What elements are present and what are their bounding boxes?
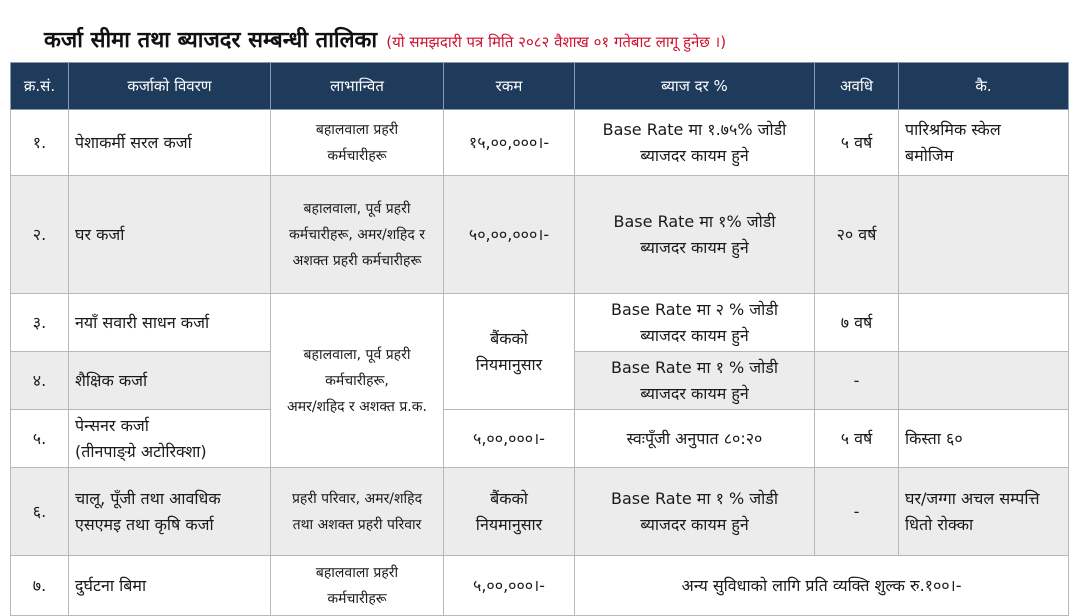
header-serial: क्र.सं. [11,63,69,110]
rate-line: Base Rate मा २ % जोडी [610,299,779,319]
row-rate [575,176,815,294]
row-remarks [899,352,1069,410]
description-line: एसएमइ तथा कृषि कर्जा [75,514,214,534]
beneficiary-line: कर्मचारीहरू [327,147,387,164]
beneficiary-line: अमर/शहिद र अशक्त प्र.क. [287,398,427,415]
row-serial: ६. [11,468,69,556]
rate-line: Base Rate मा १.७५% जोडी [602,119,787,139]
row-beneficiary [271,468,444,556]
row-remarks [899,176,1069,294]
row-remarks [899,294,1069,352]
row-serial: १. [11,110,69,176]
row-amount-merged [444,294,575,410]
row-rate [575,110,815,176]
row-remarks [899,110,1069,176]
rate-line: Base Rate मा १% जोडी [613,211,776,231]
document-title [44,24,1070,60]
row-rate: स्वःपूँजी अनुपात ८०:२० [575,410,815,468]
table-row [11,556,1069,616]
header-amount: रकम [444,63,575,110]
row-beneficiary-merged [271,294,444,468]
header-period: अवधि [815,63,899,110]
amount-line: नियमानुसार [475,514,543,534]
description-line: (तीनपाङ्ग्रे अटोरिक्शा) [75,441,207,461]
row-amount [444,468,575,556]
beneficiary-line: कर्मचारीहरू, अमर/शहिद र [289,226,425,243]
row-description: शैक्षिक कर्जा [69,352,271,410]
row-period: २० वर्ष [815,176,899,294]
row-beneficiary [271,110,444,176]
row-amount: ५,००,०००।- [444,410,575,468]
table-row [11,110,1069,176]
amount-line: बैंकको [490,328,528,348]
row-serial: ४. [11,352,69,410]
rate-line: Base Rate मा १ % जोडी [610,357,779,377]
remarks-line: धितो रोक्का [905,514,974,534]
description-line: पेन्सनर कर्जा [75,415,149,435]
loan-rate-table [10,62,1069,616]
row-description: घर कर्जा [69,176,271,294]
beneficiary-line: बहालवाला प्रहरी [315,564,399,581]
table-row [11,294,1069,352]
beneficiary-line: बहालवाला प्रहरी [315,121,399,138]
rate-line: ब्याजदर कायम हुने [640,514,749,534]
table-row [11,176,1069,294]
row-beneficiary [271,176,444,294]
row-beneficiary [271,556,444,616]
row-remarks: किस्ता ६० [899,410,1069,468]
table-header-row [11,63,1069,110]
row-amount: १५,००,०००।- [444,110,575,176]
rate-line: ब्याजदर कायम हुने [640,325,749,345]
amount-line: बैंकको [490,488,528,508]
table-title: कर्जा सीमा तथा ब्याजदर सम्बन्धी तालिका [44,28,378,53]
beneficiary-line: कर्मचारीहरू, [325,372,389,389]
row-period: ५ वर्ष [815,410,899,468]
remarks-line: बमोजिम [905,145,954,165]
row-serial: २. [11,176,69,294]
beneficiary-line: बहालवाला, पूर्व प्रहरी [303,346,411,363]
row-serial: ३. [11,294,69,352]
remarks-line: घर/जग्गा अचल सम्पत्ति [905,488,1040,508]
beneficiary-line: प्रहरी परिवार, अमर/शहिद [291,490,423,507]
row-period: - [815,468,899,556]
row-period: ५ वर्ष [815,110,899,176]
rate-line: Base Rate मा १ % जोडी [610,488,779,508]
row-rate [575,352,815,410]
rate-line: ब्याजदर कायम हुने [640,237,749,257]
header-remarks: कै. [899,63,1069,110]
row-description [69,410,271,468]
row-serial: ५. [11,410,69,468]
row-rate [575,294,815,352]
row-remarks [899,468,1069,556]
row-amount: ५,००,०००।- [444,556,575,616]
header-beneficiary: लाभान्वित [271,63,444,110]
rate-line: ब्याजदर कायम हुने [640,145,749,165]
beneficiary-line: बहालवाला, पूर्व प्रहरी [303,200,411,217]
beneficiary-line: कर्मचारीहरू [327,590,387,607]
header-description: कर्जाको विवरण [69,63,271,110]
remarks-line: पारिश्रमिक स्केल [905,119,1001,139]
beneficiary-line: तथा अशक्त प्रहरी परिवार [292,516,422,533]
row-description [69,468,271,556]
row-description: पेशाकर्मी सरल कर्जा [69,110,271,176]
table-row [11,468,1069,556]
row-description: दुर्घटना बिमा [69,556,271,616]
amount-line: नियमानुसार [475,354,543,374]
row-period: - [815,352,899,410]
row-rate [575,468,815,556]
description-line: चालू, पूँजी तथा आवधिक [75,488,221,508]
row-serial: ७. [11,556,69,616]
row-period: ७ वर्ष [815,294,899,352]
rate-line: ब्याजदर कायम हुने [640,383,749,403]
header-interest-rate: ब्याज दर % [575,63,815,110]
effective-date-note: (यो समझदारी पत्र मिति २०८२ वैशाख ०१ गतेबाट लागू हुनेछ ।) [386,33,727,51]
row-fee-note: अन्य सुविधाको लागि प्रति व्यक्ति शुल्क रु.१००।- [575,556,1069,616]
table-row [11,410,1069,468]
row-description: नयाँ सवारी साधन कर्जा [69,294,271,352]
row-amount: ५०,००,०००।- [444,176,575,294]
beneficiary-line: अशक्त प्रहरी कर्मचारीहरू [292,252,422,269]
